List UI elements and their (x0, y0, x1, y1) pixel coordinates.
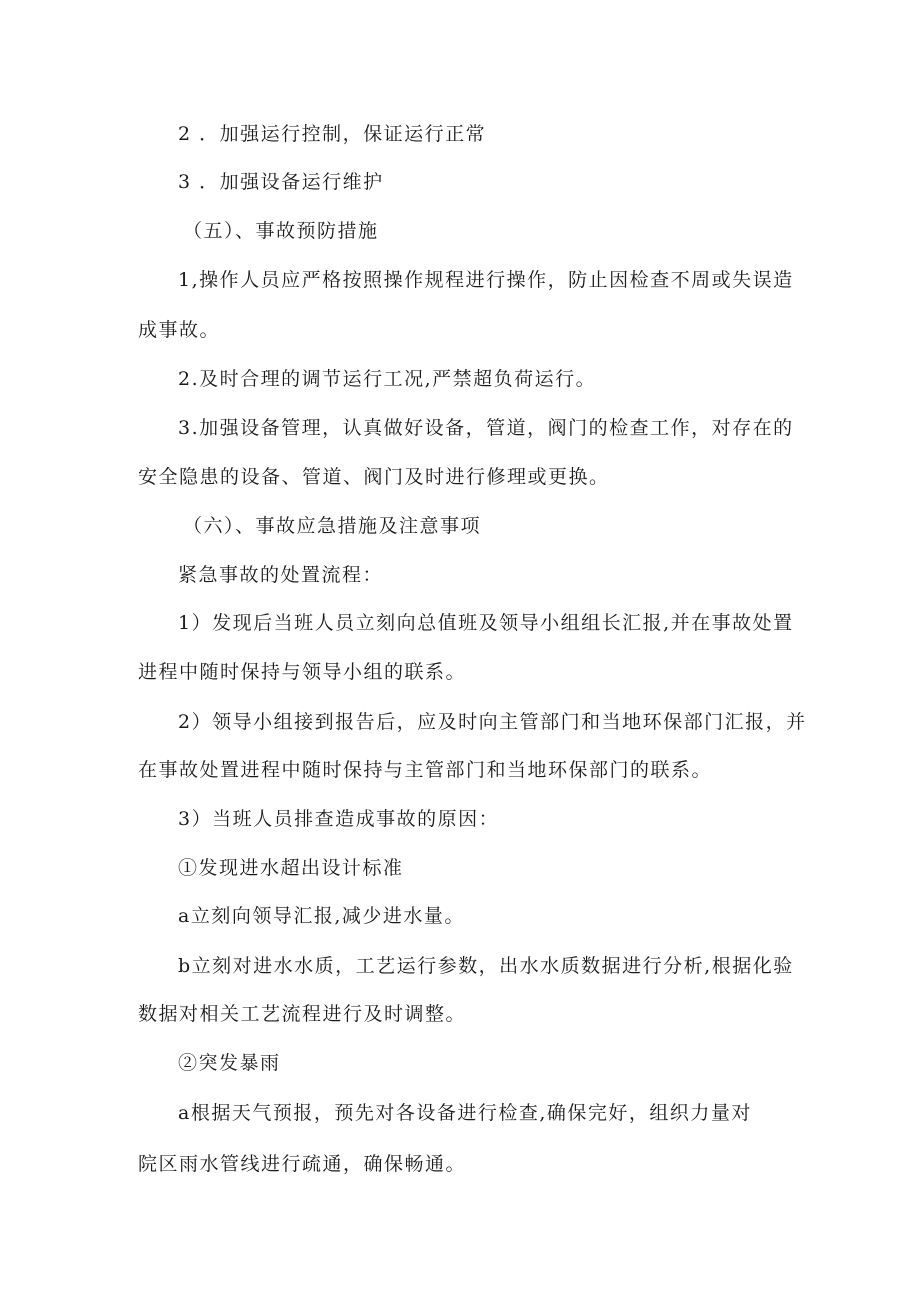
text-line-measure-1: 1,操作人员应严格按照操作规程进行操作，防止因检查不周或失误造 (178, 269, 794, 291)
text-line-case-1-b: b立刻对进水水质，工艺运行参数，出水水质数据进行分析,根据化验 (178, 955, 794, 977)
text-line-measure-2: 2.及时合理的调节运行工况,严禁超负荷运行。 (178, 368, 597, 390)
text-line-measure-3-cont: 安全隐患的设备、管道、阀门及时进行修理或更换。 (138, 466, 610, 488)
text-line-step-2: 2）领导小组接到报告后，应及时向主管部门和当地环保部门汇报，并 (178, 711, 807, 733)
text-line-measure-3: 3.加强设备管理，认真做好设备，管道，阀门的检查工作，对存在的 (178, 417, 794, 439)
text-line-case-2-a: a根据天气预报，预先对各设备进行检查,确保完好，组织力量对 (178, 1102, 752, 1124)
text-line-item-2: 2 ．加强运行控制，保证运行正常 (178, 123, 487, 145)
text-line-case-2-a-cont: 院区雨水管线进行疏通，确保畅通。 (138, 1153, 467, 1175)
text-line-step-1-cont: 进程中随时保持与领导小组的联系。 (138, 661, 467, 683)
section-heading-5: （五）、事故预防措施 (183, 220, 379, 242)
text-line-step-3: 3）当班人员排查造成事故的原因： (178, 808, 500, 830)
text-line-case-1-b-cont: 数据对相关工艺流程进行及时调整。 (138, 1003, 467, 1025)
text-line-step-2-cont: 在事故处置进程中随时保持与主管部门和当地环保部门的联系。 (138, 759, 713, 781)
section-heading-6: （六）、事故应急措施及注意事项 (183, 515, 482, 537)
text-line-case-2: ②突发暴雨 (178, 1052, 281, 1074)
text-line-case-1-a: a立刻向领导汇报,减少进水量。 (178, 905, 465, 927)
text-line-step-1: 1）发现后当班人员立刻向总值班及领导小组组长汇报,并在事故处置 (178, 612, 794, 634)
text-line-flow-title: 紧急事故的处置流程： (178, 564, 384, 586)
text-line-measure-1-cont: 成事故。 (138, 319, 221, 341)
text-line-item-3: 3 ．加强设备运行维护 (178, 171, 384, 193)
text-line-case-1: ①发现进水超出设计标准 (178, 857, 404, 879)
